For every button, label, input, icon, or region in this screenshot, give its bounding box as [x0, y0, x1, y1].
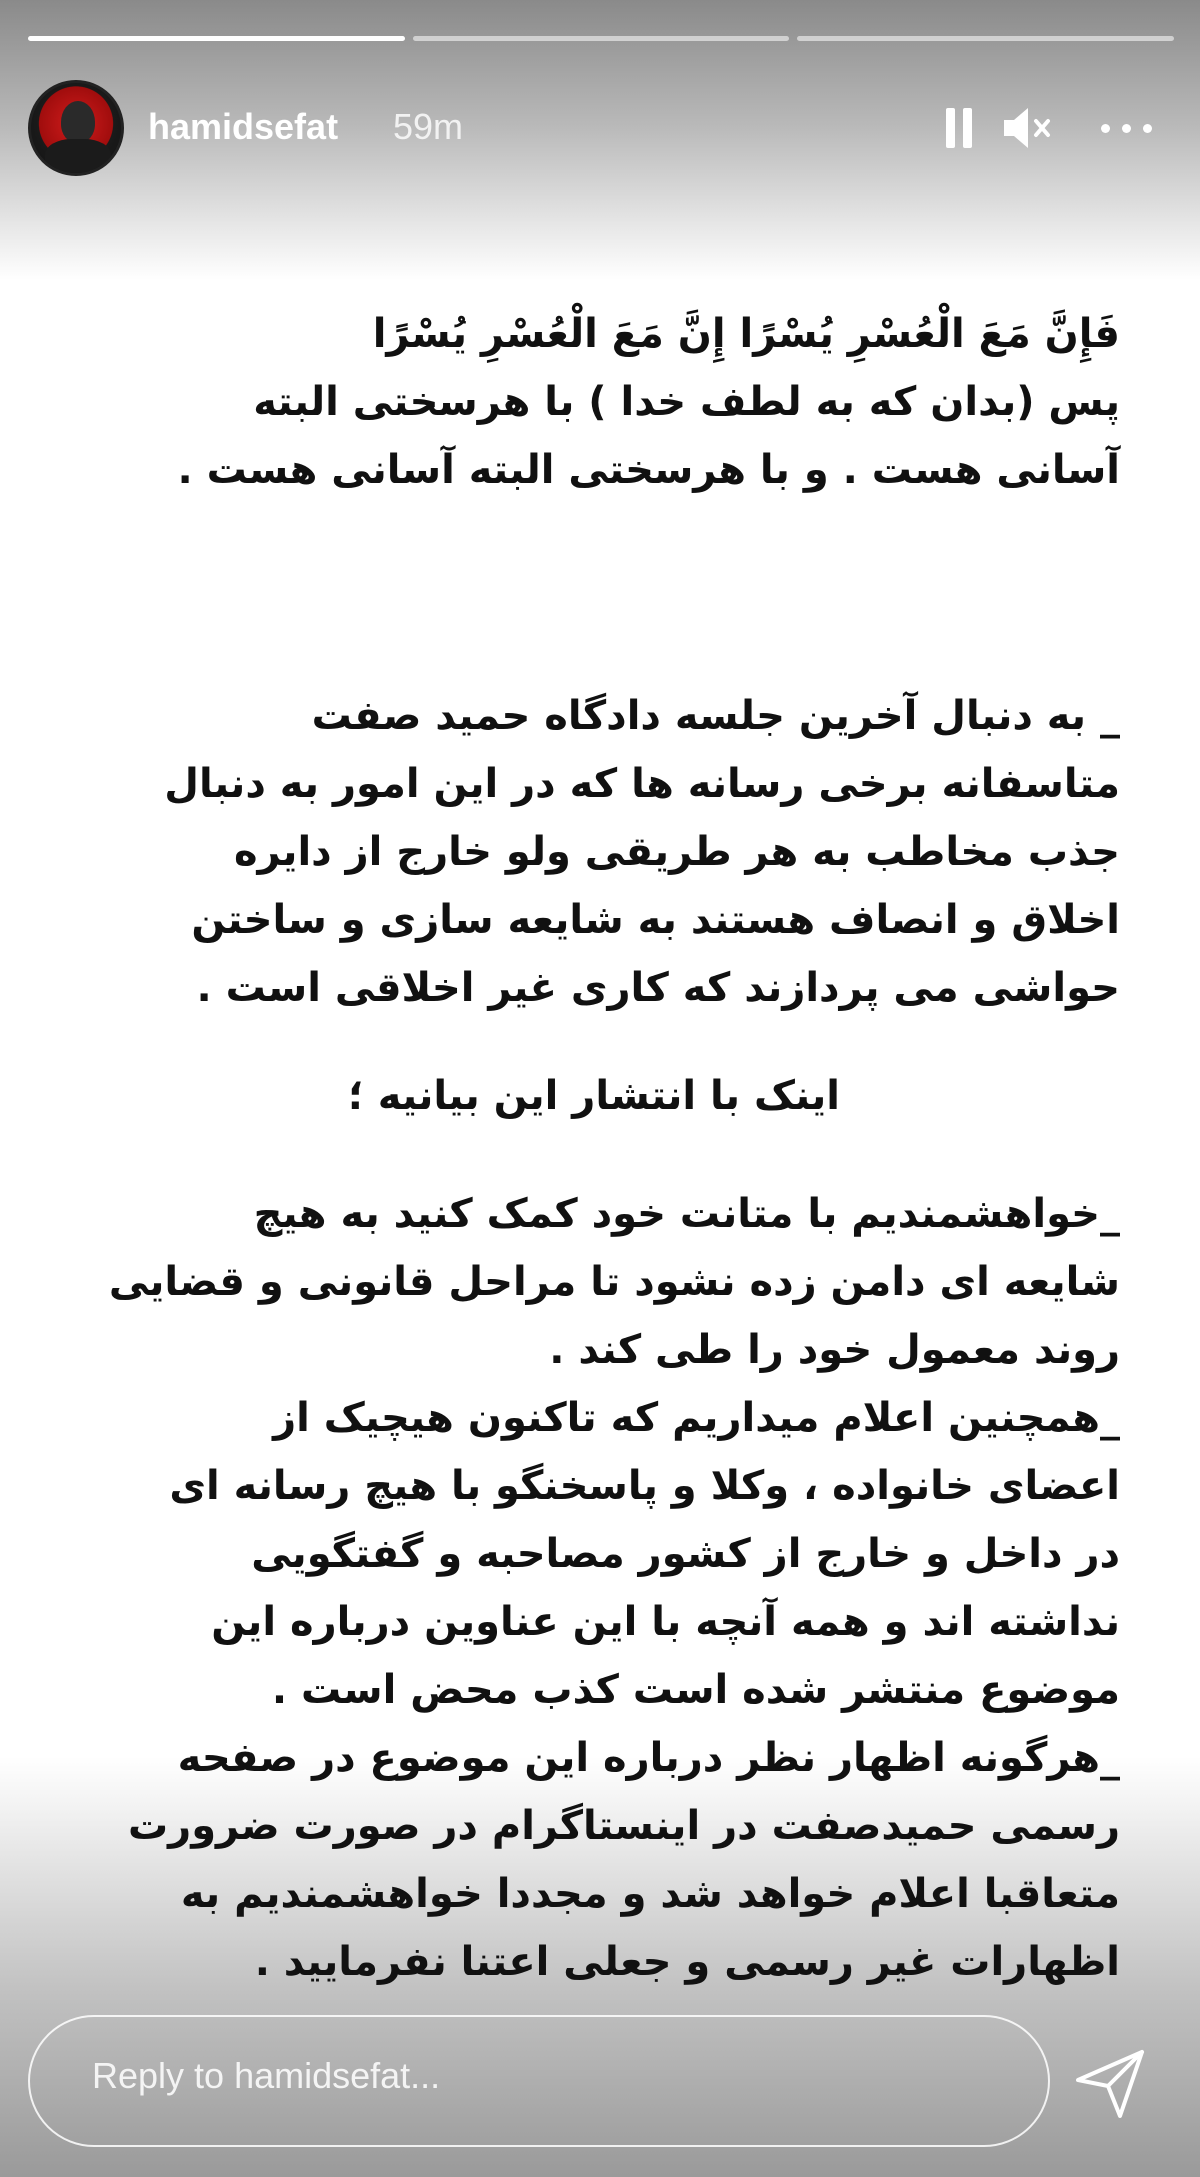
quran-verse	[80, 300, 1120, 504]
text-line: اظهارات غیر رسمی و جعلی اعتنا نفرمایید .	[254, 1939, 1120, 1985]
avatar[interactable]	[28, 80, 124, 176]
progress-segment	[413, 36, 790, 41]
statement-heading	[80, 1062, 1120, 1130]
story-header	[28, 80, 1174, 176]
send-icon	[1068, 2040, 1152, 2124]
send-button[interactable]	[1068, 2040, 1152, 2124]
text-line: جذب مخاطب به هر طریقی ولو خارج از دایره	[233, 829, 1120, 875]
avatar-face	[61, 101, 95, 143]
text-line: _ به دنبال آخرین جلسه دادگاه حمید صفت	[311, 693, 1120, 739]
text-line: متاسفانه برخی رسانه ها که در این امور به دنبال	[164, 761, 1120, 807]
text-line: حواشی می پردازند که کاری غیر اخلاقی است .	[196, 965, 1120, 1011]
timestamp: 59m	[393, 106, 464, 147]
progress-fill	[28, 36, 405, 41]
avatar-body	[45, 139, 111, 176]
text-line: رسمی حمیدصفت در اینستاگرام در صورت ضرورت	[127, 1803, 1120, 1849]
text-line: نداشته اند و همه آنچه با این عناوین درباره این	[211, 1599, 1120, 1645]
verse-line: پس (بدان که به لطف خدا ) با هرسختی البته	[253, 379, 1120, 425]
pause-button[interactable]	[934, 98, 984, 158]
text-line: اخلاق و انصاف هستند به شایعه سازی و ساختن	[191, 897, 1120, 943]
text-line: در داخل و خارج از کشور مصاحبه و گفتگویی	[251, 1531, 1120, 1577]
progress-segment	[797, 36, 1174, 41]
text-line: _خواهشمندیم با متانت خود کمک کنید به هیچ	[253, 1191, 1120, 1237]
text-line: متعاقبا اعلام خواهد شد و مجددا خواهشمندیم به	[180, 1871, 1120, 1917]
text-line: موضوع منتشر شده است کذب محض است .	[271, 1667, 1120, 1713]
reply-placeholder: Reply to hamidsefat...	[92, 2055, 441, 2096]
text-line: اینک با انتشار این بیانیه ؛	[347, 1073, 840, 1119]
speaker-muted-icon	[1000, 104, 1056, 152]
mute-button[interactable]	[998, 98, 1058, 158]
text-line: شایعه ای دامن زده نشود تا مراحل قانونی و قضایی	[108, 1259, 1120, 1305]
pause-icon	[946, 108, 972, 148]
text-line: روند معمول خود را طی کند .	[549, 1327, 1120, 1373]
progress-segment	[28, 36, 405, 41]
text-line: _هرگونه اظهار نظر درباره این موضوع در صفحه	[177, 1735, 1120, 1781]
intro-paragraph	[80, 682, 1120, 1022]
story-text-content	[80, 300, 1120, 1996]
text-line: _همچنین اعلام میداریم که تاکنون هیچیک از	[273, 1395, 1120, 1441]
story-progress-bar	[28, 36, 1174, 41]
reply-input[interactable]	[28, 2015, 1050, 2147]
verse-line: آسانی هست . و با هرسختی البته آسانی هست .	[177, 447, 1120, 493]
verse-line: فَإِنَّ مَعَ الْعُسْرِ يُسْرًا إِنَّ مَعَ الْعُسْرِ يُسْرًا	[372, 311, 1120, 357]
statement-body	[80, 1180, 1120, 1996]
username[interactable]: hamidsefat	[148, 106, 339, 147]
more-options-button[interactable]	[1078, 98, 1174, 158]
more-dots-icon	[1101, 124, 1152, 133]
text-line: اعضای خانواده ، وکلا و پاسخنگو با هیچ رسانه ای	[169, 1463, 1120, 1509]
